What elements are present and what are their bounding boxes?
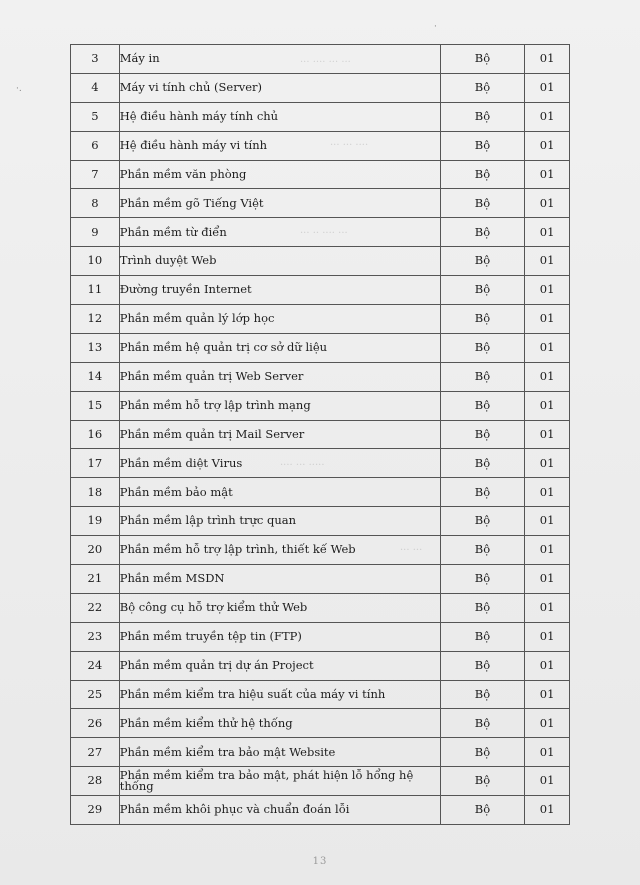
item-name: Phần mềm hệ quản trị cơ sở dữ liệu (119, 333, 440, 362)
item-name: Hệ điều hành máy tính chủ (119, 102, 440, 131)
table-row (71, 565, 570, 594)
table-row (71, 796, 570, 825)
unit-cell: Bộ (440, 391, 524, 420)
unit-cell: Bộ (440, 305, 524, 334)
quantity-cell: 01 (525, 680, 570, 709)
table-row (71, 102, 570, 131)
quantity-cell: 01 (525, 218, 570, 247)
item-name: Phần mềm kiểm tra hiệu suất của máy vi tính (119, 680, 440, 709)
bleed-through-text: ··· ··· ···· (330, 140, 369, 151)
row-number: 12 (71, 305, 120, 334)
quantity-cell: 01 (525, 45, 570, 74)
item-name: Phần mềm diệt Virus (119, 449, 440, 478)
unit-cell: Bộ (440, 247, 524, 276)
item-name: Máy in (119, 45, 440, 74)
bleed-through-text: ··· ·· ···· ··· (300, 228, 348, 239)
unit-cell: Bộ (440, 709, 524, 738)
quantity-cell: 01 (525, 738, 570, 767)
quantity-cell: 01 (525, 73, 570, 102)
unit-cell: Bộ (440, 622, 524, 651)
item-name: Phần mềm từ điển (119, 218, 440, 247)
table-row (71, 449, 570, 478)
table-row (71, 767, 570, 796)
table-row (71, 218, 570, 247)
row-number: 5 (71, 102, 120, 131)
unit-cell: Bộ (440, 218, 524, 247)
row-number: 4 (71, 73, 120, 102)
unit-cell: Bộ (440, 593, 524, 622)
row-number: 8 (71, 189, 120, 218)
unit-cell: Bộ (440, 680, 524, 709)
quantity-cell: 01 (525, 565, 570, 594)
unit-cell: Bộ (440, 651, 524, 680)
item-name: Phần mềm quản trị dự án Project (119, 651, 440, 680)
item-name: Phần mềm bảo mật (119, 478, 440, 507)
scan-mark: · (434, 22, 437, 32)
row-number: 23 (71, 622, 120, 651)
row-number: 18 (71, 478, 120, 507)
table-row (71, 276, 570, 305)
quantity-cell: 01 (525, 651, 570, 680)
item-name: Phần mềm kiểm tra bảo mật Website (119, 738, 440, 767)
unit-cell: Bộ (440, 536, 524, 565)
table-row (71, 478, 570, 507)
quantity-cell: 01 (525, 305, 570, 334)
table-row (71, 680, 570, 709)
unit-cell: Bộ (440, 73, 524, 102)
quantity-cell: 01 (525, 449, 570, 478)
table-row (71, 131, 570, 160)
quantity-cell: 01 (525, 333, 570, 362)
table-row (71, 507, 570, 536)
item-name: Phần mềm MSDN (119, 565, 440, 594)
table-row (71, 247, 570, 276)
row-number: 6 (71, 131, 120, 160)
quantity-cell: 01 (525, 593, 570, 622)
unit-cell: Bộ (440, 796, 524, 825)
unit-cell: Bộ (440, 362, 524, 391)
unit-cell: Bộ (440, 478, 524, 507)
unit-cell: Bộ (440, 45, 524, 74)
row-number: 11 (71, 276, 120, 305)
row-number: 17 (71, 449, 120, 478)
row-number: 7 (71, 160, 120, 189)
item-name: Bộ công cụ hỗ trợ kiểm thử Web (119, 593, 440, 622)
item-name: Phần mềm kiểm thử hệ thống (119, 709, 440, 738)
table-row (71, 391, 570, 420)
row-number: 10 (71, 247, 120, 276)
quantity-cell: 01 (525, 767, 570, 796)
quantity-cell: 01 (525, 507, 570, 536)
unit-cell: Bộ (440, 507, 524, 536)
table-row (71, 593, 570, 622)
unit-cell: Bộ (440, 102, 524, 131)
item-name: Phần mềm lập trình trực quan (119, 507, 440, 536)
quantity-cell: 01 (525, 709, 570, 738)
scan-mark: ·. (16, 84, 22, 94)
item-name: Trình duyệt Web (119, 247, 440, 276)
row-number: 26 (71, 709, 120, 738)
quantity-cell: 01 (525, 131, 570, 160)
quantity-cell: 01 (525, 478, 570, 507)
unit-cell: Bộ (440, 333, 524, 362)
row-number: 29 (71, 796, 120, 825)
item-name: Phần mềm quản trị Mail Server (119, 420, 440, 449)
table-row (71, 709, 570, 738)
quantity-cell: 01 (525, 247, 570, 276)
item-name: Phần mềm quản lý lớp học (119, 305, 440, 334)
row-number: 13 (71, 333, 120, 362)
unit-cell: Bộ (440, 131, 524, 160)
row-number: 25 (71, 680, 120, 709)
row-number: 20 (71, 536, 120, 565)
bleed-through-text: ··· ···· ··· ··· (300, 57, 351, 68)
table-row (71, 536, 570, 565)
unit-cell: Bộ (440, 449, 524, 478)
unit-cell: Bộ (440, 420, 524, 449)
table-row (71, 45, 570, 74)
item-name: Phần mềm gõ Tiếng Việt (119, 189, 440, 218)
row-number: 28 (71, 767, 120, 796)
row-number: 24 (71, 651, 120, 680)
row-number: 21 (71, 565, 120, 594)
unit-cell: Bộ (440, 276, 524, 305)
row-number: 16 (71, 420, 120, 449)
quantity-cell: 01 (525, 622, 570, 651)
row-number: 3 (71, 45, 120, 74)
row-number: 9 (71, 218, 120, 247)
item-name: Phần mềm văn phòng (119, 160, 440, 189)
table-row (71, 738, 570, 767)
unit-cell: Bộ (440, 189, 524, 218)
item-name: Phần mềm khôi phục và chuẩn đoán lỗi (119, 796, 440, 825)
row-number: 27 (71, 738, 120, 767)
row-number: 22 (71, 593, 120, 622)
quantity-cell: 01 (525, 160, 570, 189)
item-name: Phần mềm kiểm tra bảo mật, phát hiện lỗ hổng hệ thống (119, 767, 440, 796)
quantity-cell: 01 (525, 796, 570, 825)
item-name: Phần mềm hỗ trợ lập trình, thiết kế Web (119, 536, 440, 565)
table-row (71, 362, 570, 391)
quantity-cell: 01 (525, 102, 570, 131)
quantity-cell: 01 (525, 276, 570, 305)
item-name: Đường truyền Internet (119, 276, 440, 305)
quantity-cell: 01 (525, 189, 570, 218)
item-name: Hệ điều hành máy vi tính (119, 131, 440, 160)
item-name: Phần mềm truyền tệp tin (FTP) (119, 622, 440, 651)
unit-cell: Bộ (440, 160, 524, 189)
bleed-through-text: ···· ··· ····· (280, 460, 325, 471)
unit-cell: Bộ (440, 565, 524, 594)
equipment-table (70, 44, 570, 825)
row-number: 15 (71, 391, 120, 420)
row-number: 19 (71, 507, 120, 536)
table-row (71, 73, 570, 102)
quantity-cell: 01 (525, 420, 570, 449)
table-row (71, 160, 570, 189)
row-number: 14 (71, 362, 120, 391)
unit-cell: Bộ (440, 767, 524, 796)
unit-cell: Bộ (440, 738, 524, 767)
item-name: Phần mềm quản trị Web Server (119, 362, 440, 391)
table-row (71, 420, 570, 449)
item-name: Phần mềm hỗ trợ lập trình mạng (119, 391, 440, 420)
item-name: Máy vi tính chủ (Server) (119, 73, 440, 102)
table-row (71, 189, 570, 218)
bleed-through-text: ··· ··· (400, 545, 423, 556)
quantity-cell: 01 (525, 391, 570, 420)
table-row (71, 305, 570, 334)
table-row (71, 622, 570, 651)
quantity-cell: 01 (525, 536, 570, 565)
table-row (71, 333, 570, 362)
quantity-cell: 01 (525, 362, 570, 391)
page-number: 13 (312, 856, 328, 867)
table-row (71, 651, 570, 680)
